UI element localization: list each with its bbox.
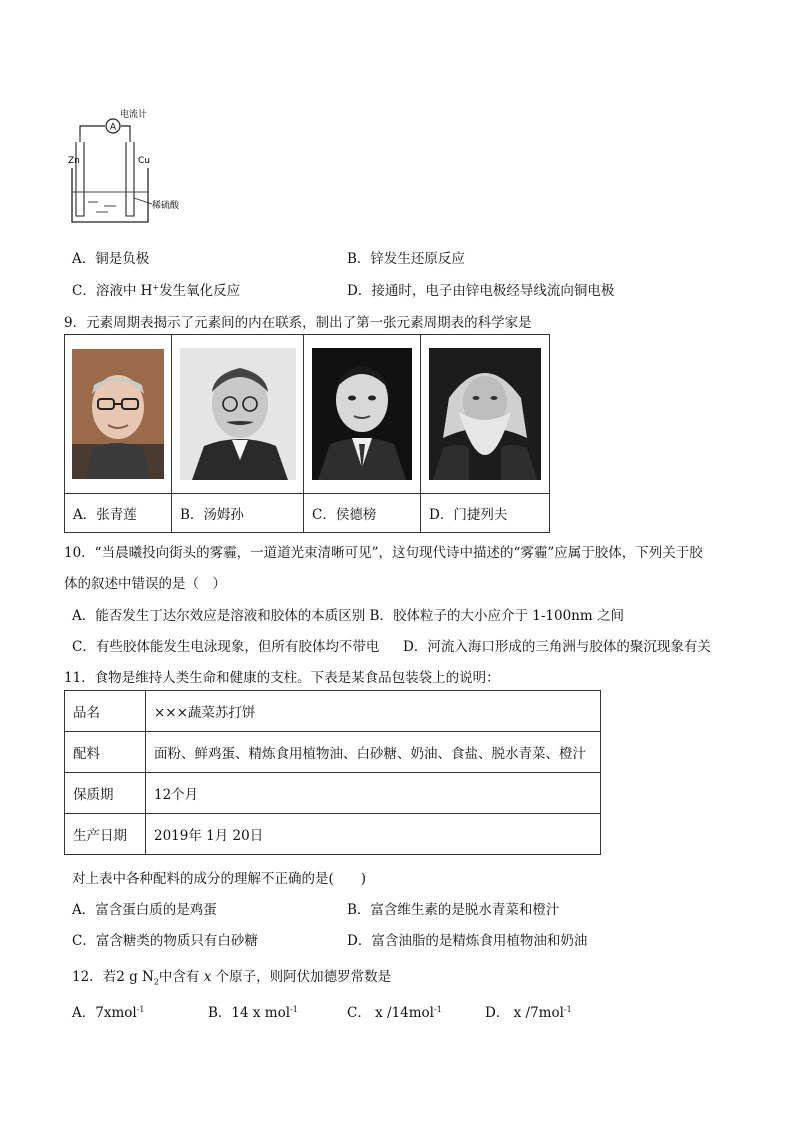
q10-option-d[interactable]: D．河流入海口形成的三角洲与胶体的聚沉现象有关: [403, 639, 711, 655]
q12-option-a-text: A．7xmol: [72, 1005, 137, 1021]
q12-option-d-sup: -1: [563, 1005, 572, 1014]
ammeter-symbol: A: [109, 122, 117, 133]
portrait-man-suit-icon: [312, 348, 412, 480]
q11-option-c[interactable]: C．富含糖类的物质只有白砂糖: [72, 933, 258, 949]
table-row: [65, 814, 601, 855]
q9-option-b[interactable]: B．汤姆孙: [172, 494, 304, 533]
table-row: [65, 773, 601, 814]
q9-scientist-table: [64, 334, 550, 533]
q12-option-d[interactable]: [485, 1001, 572, 1021]
q8-option-c-post: 发生氧化反应: [159, 283, 241, 299]
q9-option-d[interactable]: D．门捷列夫: [421, 494, 550, 533]
ammeter-label: 电流计: [120, 110, 148, 120]
q10-option-c[interactable]: C．有些胶体能发生电泳现象，但所有胶体均不带电: [72, 639, 380, 655]
q11-option-d[interactable]: D．富含油脂的是精炼食用植物油和奶油: [347, 933, 588, 949]
table-row: [65, 691, 601, 732]
q12-option-a-sup: -1: [136, 1005, 145, 1014]
q12-stem-post: 个原子，则阿伏加德罗常数是: [215, 969, 392, 985]
q9-portrait-cell-c: [304, 335, 421, 494]
q12-option-c-text: C． x /14mol: [347, 1005, 434, 1021]
q10-stem-line2: 体的叙述中错误的是（ ）: [64, 576, 226, 592]
q8-option-b[interactable]: B．锌发生还原反应: [347, 251, 465, 267]
q11-value-shelf-life: 12个月: [146, 773, 601, 814]
q10-stem-line1: 10．“当晨曦投向街头的雾霾，一道道光束清晰可见”，这句现代诗中描述的“雾霾”应属于胶体，下列关于胶: [64, 545, 703, 561]
q8-option-c[interactable]: [72, 279, 240, 299]
q9-option-c[interactable]: C．侯德榜: [304, 494, 421, 533]
q12-option-b[interactable]: [208, 1001, 298, 1021]
q11-key-production-date: 生产日期: [65, 814, 146, 855]
q12-stem-mid: 中含有: [158, 969, 200, 985]
cu-electrode-label: Cu: [138, 156, 150, 166]
q8-option-c-pre: C．溶液中 H: [72, 283, 153, 299]
q11-option-b[interactable]: B．富含维生素的是脱水青菜和橙汁: [347, 902, 560, 918]
q12-var: x: [203, 969, 212, 985]
q11-stem: 11．食物是维持人类生命和健康的支柱。下表是某食品包装袋上的说明：: [64, 670, 500, 686]
zn-electrode-label: Zn: [68, 156, 80, 166]
q9-option-a[interactable]: A．张青莲: [65, 494, 172, 533]
q9-portrait-cell-a: [65, 335, 172, 494]
q12-option-a[interactable]: [72, 1001, 145, 1021]
q11-key-ingredients: 配料: [65, 732, 146, 773]
q11-question: 对上表中各种配料的成分的理解不正确的是( ): [72, 871, 367, 887]
q11-value-name: ×××蔬菜苏打饼: [146, 691, 601, 732]
q8-option-d[interactable]: D．接通时，电子由锌电极经导线流向铜电极: [347, 283, 615, 299]
q11-food-label-table: [64, 690, 601, 855]
q11-value-production-date: 2019年 1月 20日: [146, 814, 601, 855]
q12-option-b-text: B．14 x mol: [208, 1005, 291, 1021]
q8-option-c-sup: +: [152, 283, 160, 292]
q9-portrait-cell-b: [172, 335, 304, 494]
table-row: [65, 732, 601, 773]
q11-key-shelf-life: 保质期: [65, 773, 146, 814]
q10-options-ab[interactable]: A．能否发生丁达尔效应是溶液和胶体的本质区别 B．胶体粒子的大小应介于 1-100nm 之间: [72, 608, 624, 624]
q8-option-a[interactable]: A．铜是负极: [72, 251, 150, 267]
dilute-sulfuric-acid-label: 稀硫酸: [152, 201, 180, 211]
q12-option-c-sup: -1: [434, 1005, 442, 1014]
q12-option-d-text: D． x /7mol: [485, 1005, 564, 1021]
q11-option-a[interactable]: A．富含蛋白质的是鸡蛋: [72, 902, 217, 918]
portrait-man-mustache-glasses-icon: [180, 348, 296, 480]
q12-mass-sub: 2: [153, 977, 159, 987]
q9-portrait-cell-d: [421, 335, 550, 494]
q9-stem: 9．元素周期表揭示了元素间的内在联系，制出了第一张元素周期表的科学家是: [64, 315, 532, 331]
q11-key-name: 品名: [65, 691, 146, 732]
portrait-elderly-man-glasses-icon: [72, 349, 164, 479]
q12-option-c[interactable]: [347, 1001, 442, 1021]
q12-mass: 2 g N: [116, 969, 154, 985]
q11-value-ingredients: 面粉、鲜鸡蛋、精炼食用植物油、白砂糖、奶油、食盐、脱水青菜、橙汁: [146, 732, 601, 773]
q12-stem-pre: 12．若: [72, 969, 117, 985]
galvanic-cell-diagram: [68, 106, 183, 232]
q12-stem: [72, 965, 391, 987]
q12-option-b-sup: -1: [290, 1005, 298, 1014]
portrait-man-long-beard-icon: [429, 348, 541, 480]
